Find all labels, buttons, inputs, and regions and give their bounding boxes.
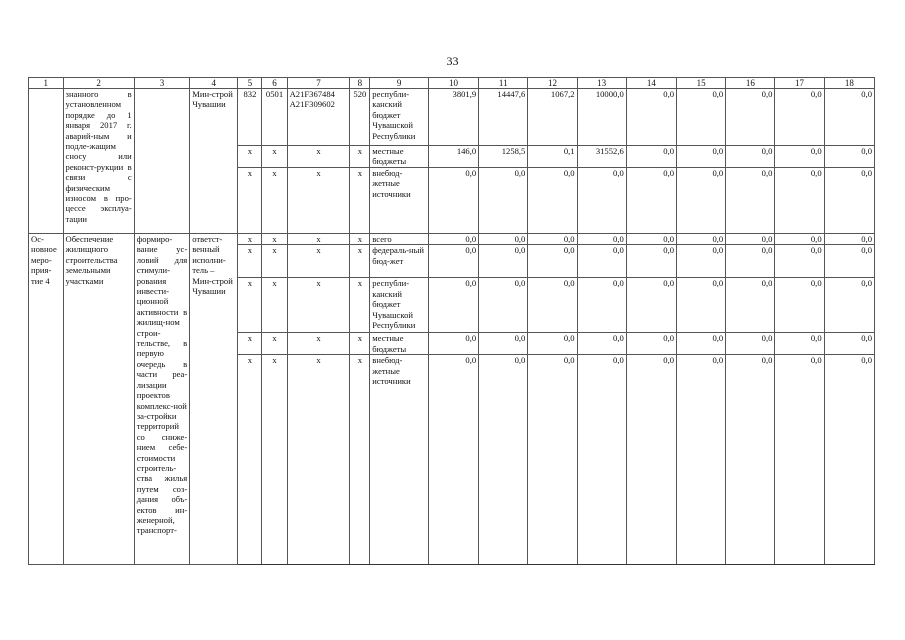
measure-number: Ос-новное меро-прия-тие 4 [29, 234, 64, 565]
code-section: x [262, 355, 287, 565]
value-cell: 0,0 [428, 278, 478, 333]
funding-source: местные бюджеты [370, 333, 429, 355]
value-cell: 0,0 [577, 234, 626, 245]
table-row [29, 234, 875, 245]
value-cell: 0,0 [726, 355, 775, 565]
value-cell: 0,0 [824, 234, 874, 245]
code-target: x [287, 278, 350, 333]
measure-name: знанного в установленном порядке до 1 января 2017 г. аварий-ным и подле-жащим сносу или реконст-рукции в связи с физическим износом в про-цессе эксплуа-тации [63, 89, 134, 234]
value-cell: 0,0 [528, 333, 577, 355]
value-cell: 0,0 [528, 355, 577, 565]
code-target: x [287, 146, 350, 168]
value-cell: 0,0 [775, 168, 824, 234]
column-header: 14 [626, 78, 676, 89]
code-target: x [287, 355, 350, 565]
code-grbs: 832 [238, 89, 262, 146]
value-cell: 0,0 [824, 245, 874, 278]
value-cell: 0,0 [626, 168, 676, 234]
value-cell: 1067,2 [528, 89, 577, 146]
code-kind: x [350, 333, 370, 355]
value-cell: 14447,6 [479, 89, 528, 146]
budget-table [28, 77, 875, 565]
code-kind: x [350, 355, 370, 565]
value-cell: 0,0 [479, 333, 528, 355]
value-cell: 0,0 [677, 146, 726, 168]
code-section: x [262, 146, 287, 168]
value-cell: 0,0 [677, 278, 726, 333]
cell-col1 [29, 89, 64, 234]
value-cell: 0,0 [479, 168, 528, 234]
value-cell: 0,0 [626, 333, 676, 355]
code-kind: x [350, 168, 370, 234]
executor: Мин-строй Чувашии [190, 89, 238, 234]
code-grbs: x [238, 245, 262, 278]
code-grbs: x [238, 278, 262, 333]
value-cell: 0,0 [577, 355, 626, 565]
code-kind: 520 [350, 89, 370, 146]
value-cell: 0,0 [528, 168, 577, 234]
column-header: 11 [479, 78, 528, 89]
code-target: x [287, 234, 350, 245]
code-kind: x [350, 146, 370, 168]
value-cell: 0,0 [677, 168, 726, 234]
value-cell: 0,0 [677, 355, 726, 565]
value-cell: 0,0 [677, 234, 726, 245]
column-header: 4 [190, 78, 238, 89]
column-header: 18 [824, 78, 874, 89]
value-cell: 0,0 [528, 245, 577, 278]
value-cell: 0,0 [824, 278, 874, 333]
funding-source: внебюд-жетные источники [370, 355, 429, 565]
value-cell: 3801,9 [428, 89, 478, 146]
code-section: x [262, 168, 287, 234]
value-cell: 0,0 [626, 89, 676, 146]
value-cell: 0,0 [824, 89, 874, 146]
code-target: x [287, 333, 350, 355]
code-section: x [262, 245, 287, 278]
header-row [29, 78, 875, 89]
value-cell: 0,0 [824, 333, 874, 355]
code-kind: x [350, 278, 370, 333]
funding-source: местные бюджеты [370, 146, 429, 168]
measure-name: Обеспечение жилищного строительства земельными участками [63, 234, 134, 565]
column-header: 7 [287, 78, 350, 89]
value-cell: 0,0 [775, 278, 824, 333]
value-cell: 0,0 [775, 89, 824, 146]
measure-goal: формиро-вание ус-ловий для стимули-рования инвести-ционной активности в жилищ-ном строи-тельстве, в первую очередь в части реа-лизации проектов комплекс-ной за-стройки территорий со сниже-нием себе-стоимости строитель-ства жилья путем соз-дания объ-ектов ин-женерной, транспорт- [134, 234, 189, 565]
funding-source: всего [370, 234, 429, 245]
value-cell: 0,0 [726, 146, 775, 168]
column-header: 12 [528, 78, 577, 89]
value-cell: 0,0 [626, 278, 676, 333]
column-header: 1 [29, 78, 64, 89]
value-cell: 0,0 [775, 234, 824, 245]
value-cell: 0,0 [428, 355, 478, 565]
column-header: 5 [238, 78, 262, 89]
value-cell: 0,0 [577, 278, 626, 333]
value-cell: 0,0 [677, 89, 726, 146]
code-grbs: x [238, 168, 262, 234]
value-cell: 0,0 [726, 245, 775, 278]
value-cell: 0,0 [775, 355, 824, 565]
value-cell: 0,0 [726, 234, 775, 245]
code-kind: x [350, 234, 370, 245]
value-cell: 0,0 [428, 333, 478, 355]
funding-source: внебюд-жетные источники [370, 168, 429, 234]
column-header: 3 [134, 78, 189, 89]
value-cell: 0,0 [626, 234, 676, 245]
value-cell: 0,0 [726, 333, 775, 355]
code-section: x [262, 333, 287, 355]
value-cell: 146,0 [428, 146, 478, 168]
value-cell: 0,0 [577, 333, 626, 355]
code-section: 0501 [262, 89, 287, 146]
value-cell: 0,0 [775, 245, 824, 278]
value-cell: 0,0 [479, 245, 528, 278]
value-cell: 0,0 [528, 234, 577, 245]
funding-source: республи-канский бюджет Чувашской Республики [370, 89, 429, 146]
code-target: A21F367484 A21F309602 [287, 89, 350, 146]
value-cell: 0,0 [824, 146, 874, 168]
value-cell: 0,0 [428, 168, 478, 234]
code-section: x [262, 278, 287, 333]
value-cell: 0,0 [775, 146, 824, 168]
value-cell: 0,0 [726, 89, 775, 146]
value-cell: 0,0 [577, 245, 626, 278]
value-cell: 0,0 [479, 278, 528, 333]
value-cell: 1258,5 [479, 146, 528, 168]
value-cell: 0,0 [479, 234, 528, 245]
value-cell: 0,0 [626, 245, 676, 278]
column-header: 16 [726, 78, 775, 89]
value-cell: 0,0 [775, 333, 824, 355]
value-cell: 0,0 [528, 278, 577, 333]
column-header: 2 [63, 78, 134, 89]
column-header: 13 [577, 78, 626, 89]
column-header: 15 [677, 78, 726, 89]
value-cell: 0,0 [824, 355, 874, 565]
column-header: 17 [775, 78, 824, 89]
code-kind: x [350, 245, 370, 278]
value-cell: 0,0 [824, 168, 874, 234]
value-cell: 0,0 [577, 168, 626, 234]
value-cell: 31552,6 [577, 146, 626, 168]
column-header: 6 [262, 78, 287, 89]
code-section: x [262, 234, 287, 245]
code-target: x [287, 168, 350, 234]
value-cell: 10000,0 [577, 89, 626, 146]
value-cell: 0,0 [428, 245, 478, 278]
code-grbs: x [238, 234, 262, 245]
value-cell: 0,0 [677, 245, 726, 278]
value-cell: 0,0 [726, 168, 775, 234]
code-target: x [287, 245, 350, 278]
column-header: 10 [428, 78, 478, 89]
table-row [29, 89, 875, 146]
value-cell: 0,0 [726, 278, 775, 333]
code-grbs: x [238, 355, 262, 565]
code-grbs: x [238, 333, 262, 355]
column-header: 8 [350, 78, 370, 89]
page-number: 33 [446, 54, 459, 68]
value-cell: 0,0 [626, 146, 676, 168]
value-cell: 0,0 [479, 355, 528, 565]
value-cell: 0,0 [677, 333, 726, 355]
executor: ответст-венный исполни-тель – Мин-строй Чувашии [190, 234, 238, 565]
value-cell: 0,0 [626, 355, 676, 565]
code-grbs: x [238, 146, 262, 168]
value-cell: 0,1 [528, 146, 577, 168]
cell-col3 [134, 89, 189, 234]
funding-source: федераль-ный бюд-жет [370, 245, 429, 278]
value-cell: 0,0 [428, 234, 478, 245]
column-header: 9 [370, 78, 429, 89]
funding-source: республи-канский бюджет Чувашской Республики [370, 278, 429, 333]
